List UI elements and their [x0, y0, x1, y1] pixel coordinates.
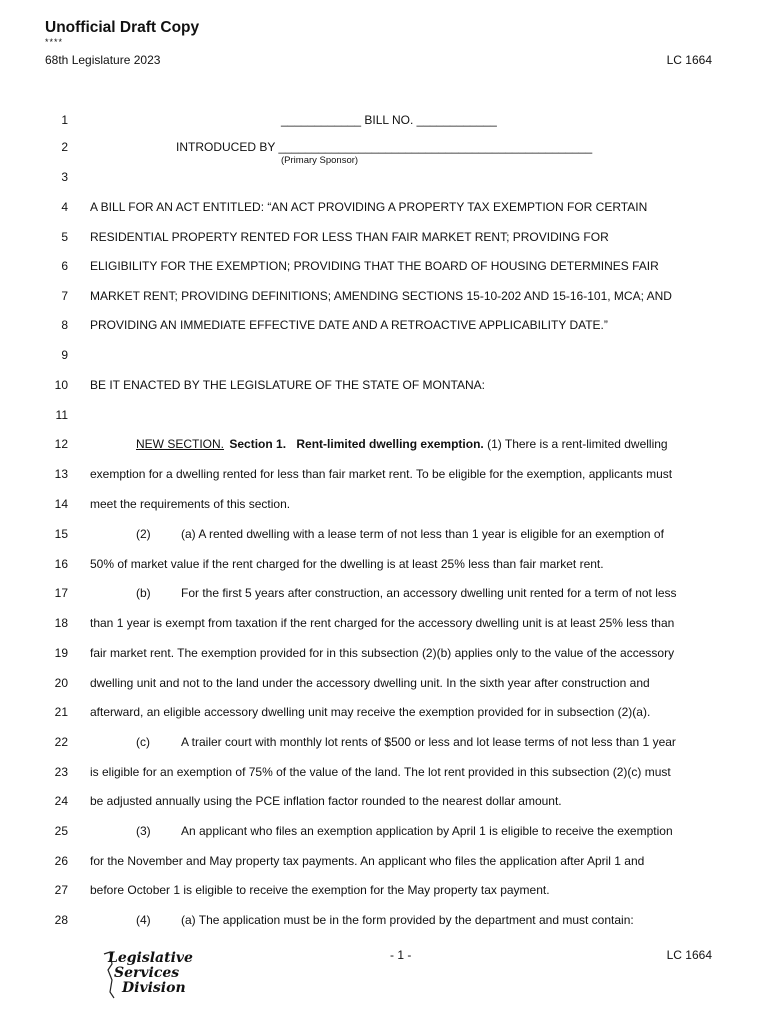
- body-line-24: be adjusted annually using the PCE inflation factor rounded to the nearest dollar amount.: [90, 794, 562, 808]
- section-1-heading-line: [136, 437, 668, 451]
- line-number: 10: [54, 378, 68, 392]
- primary-sponsor-label: (Primary Sponsor): [281, 155, 359, 166]
- new-section-label: NEW SECTION.: [136, 437, 225, 451]
- subsection-2c-number: (c): [136, 735, 150, 749]
- body-line-22: A trailer court with monthly lot rents of $500 or less and lot lease terms of not less than 1 year: [181, 735, 676, 749]
- body-line-14: meet the requirements of this section.: [90, 497, 291, 511]
- line-number: 5: [61, 230, 68, 244]
- line-number: 21: [54, 705, 68, 719]
- line-number: 13: [54, 467, 68, 481]
- body-line-27: before October 1 is eligible to receive the exemption for the May property tax payment.: [90, 883, 550, 897]
- line-number: 26: [54, 854, 68, 868]
- body-line-23: is eligible for an exemption of 75% of the value of the land. The lot rent provided in this subsection (2)(c) must: [90, 765, 671, 779]
- line-number: 27: [54, 883, 68, 897]
- logo-line-3: Division: [122, 980, 186, 996]
- body-line-20: dwelling unit and not to the land under the accessory dwelling unit. In the sixth year after construction and: [90, 676, 650, 690]
- enacting-clause: BE IT ENACTED BY THE LEGISLATURE OF THE STATE OF MONTANA:: [90, 378, 485, 392]
- line-number: 12: [54, 437, 68, 451]
- line-number: 7: [61, 289, 68, 303]
- draft-stars: ****: [45, 37, 64, 47]
- line-number: 17: [54, 586, 68, 600]
- legislative-services-division-logo: [100, 950, 193, 1000]
- lc-number-footer: LC 1664: [666, 948, 712, 962]
- body-line-19: fair market rent. The exemption provided for in this subsection (2)(b) applies only to the value of the accessory: [90, 646, 675, 660]
- bill-title-line-4: A BILL FOR AN ACT ENTITLED: “AN ACT PROVIDING A PROPERTY TAX EXEMPTION FOR CERTAIN: [90, 200, 648, 214]
- section-heading: Rent-limited dwelling exemption.: [296, 437, 484, 451]
- section-1-text: (1) There is a rent-limited dwelling: [487, 437, 668, 451]
- bill-number-line: ____________ BILL NO. ____________: [281, 113, 497, 127]
- line-number: 1: [61, 113, 68, 127]
- line-number: 6: [61, 259, 68, 273]
- body-line-21: afterward, an eligible accessory dwelling unit may receive the exemption provided for in subsection (2)(a).: [90, 705, 651, 719]
- section-number: Section 1.: [229, 437, 287, 451]
- subsection-3-number: (3): [136, 824, 151, 838]
- line-number: 19: [54, 646, 68, 660]
- line-number: 11: [55, 408, 68, 422]
- bill-title-line-5: RESIDENTIAL PROPERTY RENTED FOR LESS THAN FAIR MARKET RENT; PROVIDING FOR: [90, 230, 609, 244]
- line-number: 14: [54, 497, 68, 511]
- introduced-by-line: INTRODUCED BY _______________________________________________: [176, 140, 593, 154]
- line-number: 4: [61, 200, 68, 214]
- line-number: 9: [61, 348, 68, 362]
- logo-line-2: Services: [114, 965, 180, 981]
- subsection-2b-number: (b): [136, 586, 151, 600]
- line-number: 8: [61, 318, 68, 332]
- body-line-17: For the first 5 years after construction, an accessory dwelling unit rented for a term of not less: [181, 586, 677, 600]
- bill-title-line-7: MARKET RENT; PROVIDING DEFINITIONS; AMENDING SECTIONS 15-10-202 AND 15-16-101, MCA; AND: [90, 289, 672, 303]
- lc-number-header: LC 1664: [666, 53, 712, 67]
- bill-title-line-6: ELIGIBILITY FOR THE EXEMPTION; PROVIDING THAT THE BOARD OF HOUSING DETERMINES FAIR: [90, 259, 659, 273]
- body-line-25: An applicant who files an exemption application by April 1 is eligible to receive the exemption: [181, 824, 673, 838]
- subsection-4-number: (4): [136, 913, 151, 927]
- line-number: 25: [54, 824, 68, 838]
- body-line-26: for the November and May property tax payments. An applicant who files the application after April 1 and: [90, 854, 645, 868]
- page-number: - 1 -: [390, 948, 412, 962]
- subsection-2-number: (2): [136, 527, 151, 541]
- body-line-28: (a) The application must be in the form provided by the department and must contain:: [181, 913, 634, 927]
- legislature-label: 68th Legislature 2023: [45, 53, 161, 67]
- line-number: 23: [54, 765, 68, 779]
- line-number: 22: [54, 735, 68, 749]
- line-number: 15: [54, 527, 68, 541]
- line-number: 28: [54, 913, 68, 927]
- body-line-15: (a) A rented dwelling with a lease term of not less than 1 year is eligible for an exemption of: [181, 527, 664, 541]
- body-line-16: 50% of market value if the rent charged for the dwelling is at least 25% less than fair market rent.: [90, 557, 604, 571]
- line-number: 18: [54, 616, 68, 630]
- body-line-18: than 1 year is exempt from taxation if the rent charged for the accessory dwelling unit is at least 25% less than: [90, 616, 675, 630]
- line-number: 16: [54, 557, 68, 571]
- bill-title-line-8: PROVIDING AN IMMEDIATE EFFECTIVE DATE AND A RETROACTIVE APPLICABILITY DATE.”: [90, 318, 608, 332]
- logo-line-1: Legislative: [108, 950, 193, 966]
- line-number: 3: [61, 170, 68, 184]
- line-number: 2: [61, 140, 68, 154]
- line-number: 24: [54, 794, 68, 808]
- body-line-13: exemption for a dwelling rented for less than fair market rent. To be eligible for the exemption, applicants must: [90, 467, 673, 481]
- line-number: 20: [54, 676, 68, 690]
- draft-title: Unofficial Draft Copy: [45, 19, 200, 36]
